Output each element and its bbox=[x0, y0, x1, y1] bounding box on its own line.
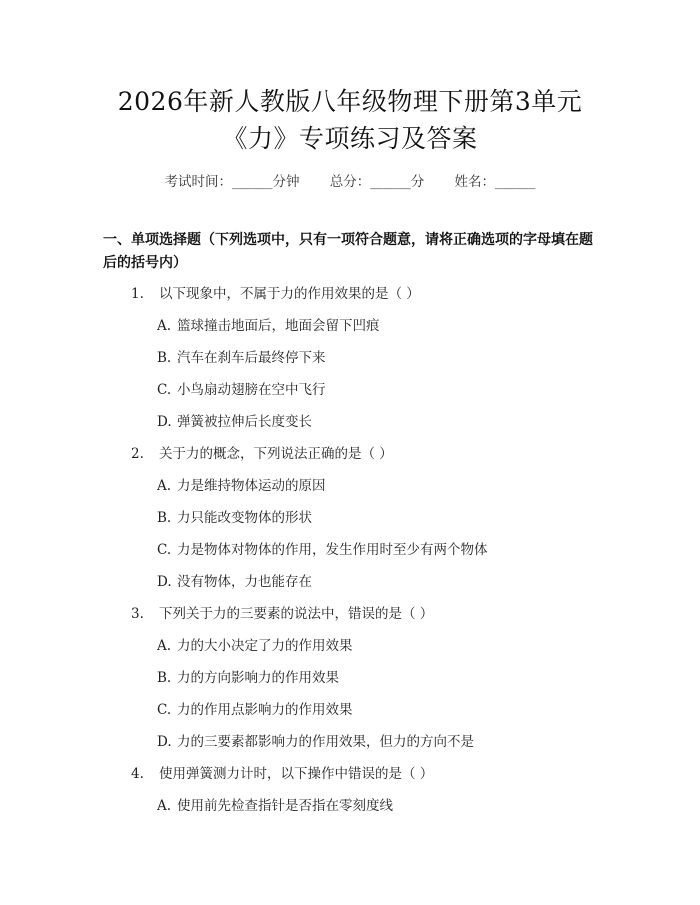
option-letter: A. bbox=[157, 478, 172, 494]
option-letter: A. bbox=[157, 318, 172, 334]
option-text: 力的大小决定了力的作用效果 bbox=[177, 638, 353, 654]
total-score-field: 总分：______分 bbox=[329, 174, 425, 190]
option bbox=[157, 474, 326, 494]
option-letter: C. bbox=[157, 542, 172, 558]
option-letter: A. bbox=[157, 798, 172, 814]
option-text: 力只能改变物体的形状 bbox=[177, 510, 312, 526]
option bbox=[157, 570, 312, 590]
option-text: 力的方向影响力的作用效果 bbox=[177, 670, 339, 686]
section-heading: 一、单项选择题（下列选项中，只有一项符合题意，请将正确选项的字母填在题后的括号内） bbox=[103, 232, 593, 271]
question-number: 3. bbox=[131, 606, 144, 622]
document-title-line2: 《力》专项练习及答案 bbox=[222, 124, 478, 153]
option-letter: D. bbox=[157, 574, 172, 590]
option-text: 弹簧被拉伸后长度变长 bbox=[177, 414, 312, 430]
option-text: 汽车在刹车后最终停下来 bbox=[177, 350, 326, 366]
option bbox=[157, 794, 393, 814]
option-letter: A. bbox=[157, 638, 172, 654]
exam-time-field: 考试时间：______分钟 bbox=[164, 174, 300, 190]
question-number: 4. bbox=[131, 766, 144, 782]
option-text: 没有物体，力也能存在 bbox=[177, 574, 312, 590]
option bbox=[157, 506, 312, 526]
option-text: 力是物体对物体的作用，发生作用时至少有两个物体 bbox=[177, 542, 488, 558]
option bbox=[157, 730, 474, 750]
option bbox=[157, 410, 312, 430]
question bbox=[131, 602, 433, 622]
option-letter: C. bbox=[157, 702, 172, 718]
option bbox=[157, 314, 380, 334]
question-text: 以下现象中，不属于力的作用效果的是（ ） bbox=[159, 286, 420, 302]
option bbox=[157, 666, 339, 686]
question bbox=[131, 282, 420, 302]
option bbox=[157, 378, 326, 398]
option-text: 篮球撞击地面后，地面会留下凹痕 bbox=[177, 318, 380, 334]
option bbox=[157, 698, 353, 718]
question-number: 2. bbox=[131, 446, 144, 462]
option-letter: D. bbox=[157, 414, 172, 430]
question-text: 关于力的概念，下列说法正确的是（ ） bbox=[159, 446, 393, 462]
option-letter: B. bbox=[157, 510, 172, 526]
question-number: 1. bbox=[131, 286, 144, 302]
option bbox=[157, 346, 326, 366]
option-letter: B. bbox=[157, 350, 172, 366]
option-letter: C. bbox=[157, 382, 172, 398]
document-title-line1: 2026年新人教版八年级物理下册第3单元 bbox=[117, 87, 583, 116]
question-text: 使用弹簧测力计时，以下操作中错误的是（ ） bbox=[159, 766, 434, 782]
option-text: 力的三要素都影响力的作用效果，但力的方向不是 bbox=[177, 734, 474, 750]
option-letter: D. bbox=[157, 734, 172, 750]
question bbox=[131, 762, 433, 782]
option-letter: B. bbox=[157, 670, 172, 686]
exam-meta bbox=[0, 170, 700, 190]
option-text: 使用前先检查指针是否指在零刻度线 bbox=[177, 798, 393, 814]
question bbox=[131, 442, 393, 462]
option bbox=[157, 634, 353, 654]
option-text: 力的作用点影响力的作用效果 bbox=[177, 702, 353, 718]
question-text: 下列关于力的三要素的说法中，错误的是（ ） bbox=[159, 606, 434, 622]
student-name-field: 姓名：______ bbox=[454, 174, 536, 190]
option bbox=[157, 538, 488, 558]
option-text: 小鸟扇动翅膀在空中飞行 bbox=[177, 382, 326, 398]
option-text: 力是维持物体运动的原因 bbox=[177, 478, 326, 494]
